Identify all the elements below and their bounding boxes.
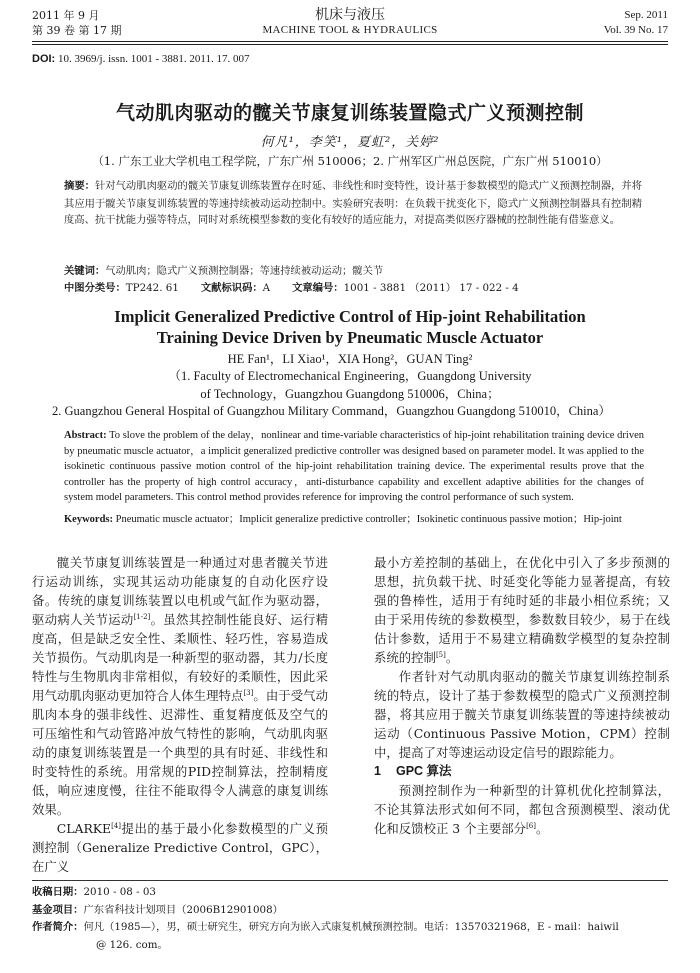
authors-en: HE Fan¹，LI Xiao¹，XIA Hong²，GUAN Ting² [227, 352, 473, 366]
body-paragraph: 髋关节康复训练装置是一种通过对患者髋关节进行运动训练，实现其运动功能康复的自动化医疗设备。传统的康复训练装置以电机或气缸作为驱动器，驱动病人关节运动[1-2]。虽然其控制性能良好、运行精度高，但是缺乏安全性、柔顺性、轻巧性，容易造成关节损伤。气动肌肉是一种新型的驱动器，其力/长度特性与生物肌肉非常相似，有较好的柔顺性，因此采用气动肌肉驱动更加符合人体生理特点[3]。由于受气动肌肉本身的强非线性、迟滞性、重复精度低及空气的可压缩性和气动管路冲放气特性的影响，气动肌肉驱动的康复训练装置是一个典型的具有时延、非线性和时变特性的系统。用常规的PID控制算法，控制精度低，响应速度慢，往往不能取得令人满意的康复训练效果。 [32, 555, 329, 817]
affiliation-en-line3: 2. Guangzhou General Hospital of Guangzhou Military Command，Guangzhou Guangdong 510010，China） [52, 404, 611, 418]
issue-date-en: Sep. 2011 [624, 9, 668, 21]
journal-name-en: MACHINE TOOL & HYDRAULICS [262, 24, 438, 36]
paper-title-en-line2: Training Device Driven by Pneumatic Muscle Actuator [156, 328, 544, 347]
keywords-cn-text: 气动肌肉；隐式广义预测控制器；等速持续被动运动；髋关节 [105, 265, 384, 277]
body-right-column [374, 553, 670, 838]
header-left [32, 8, 121, 38]
affiliation-cn: （1. 广东工业大学机电工程学院，广东广州 510006；2. 广州军区广州总医院，广东广州 510010） [92, 154, 608, 168]
abstract-cn-text: 针对气动肌肉驱动的髋关节康复训练装置存在时延、非线性和时变特性，设计基于参数模型的隐式广义预测控制器，并将其应用于髋关节康复训练装置的等速持续被动运动控制中。实验研究表明：在负载干扰变化下，隐式广义预测控制器具有控制精度高、抗干扰能力强等特点，同时对系统模型参数的变化有较好的适应能力，对提高类似医疗器械的控制性能有借鉴意义。 [64, 180, 643, 227]
abstract-en-label: Abstract: [64, 430, 107, 441]
footnote [32, 884, 668, 953]
clc-value: TP242. 61 [125, 282, 179, 294]
body-paragraph: CLARKE[4]提出的基于最小化参数模型的广义预测控制（Generalize Predictive Control，GPC），在广义 [32, 821, 328, 874]
body-left-column [32, 553, 328, 876]
citation: [6] [526, 821, 536, 830]
body-paragraph: 最小方差控制的基础上，在优化中引入了多步预测的思想，抗负载干扰、时延变化等能力显著提高，有较强的鲁棒性，适用于有纯时延的非最小相位系统；又由于采用传统的参数模型，参数数目较少，易于在线估计参数，适用于不易建立精确数学模型的复杂控制系统的控制[5]。 [374, 555, 670, 665]
header-right [604, 8, 668, 38]
affiliation-en-line1: （1. Faculty of Electromechanical Engineering，Guangdong University [168, 369, 532, 383]
author-bio: 作者简介：何凡（1985—），男，硕士研究生，研究方向为嵌入式康复机械预测控制。电话：13570321968，E - mail：haiwil [32, 921, 619, 933]
issue-date: 2011 年 9 月 [32, 9, 100, 22]
body-paragraph: 预测控制作为一种新型的计算机优化控制算法，不论其算法形式如何不同，都包含预测模型、滚动优化和反馈校正 3 个主要部分[6]。 [374, 783, 670, 836]
issue-volume: 第 39 卷 第 17 期 [32, 24, 122, 37]
abstract-en [64, 428, 644, 506]
affiliation-en [32, 368, 668, 421]
citation: [1-2] [133, 612, 151, 621]
abstract-cn-label: 摘要： [64, 181, 95, 192]
body-paragraph: 作者针对气动肌肉驱动的髋关节康复训练控制系统的特点，设计了基于参数模型的隐式广义预测控制器，将其应用于髋关节康复训练装置的等速持续被动运动（Continuous Passive Motion，CPM）控制中，提高了对等速运动设定信号的跟踪能力。 [374, 669, 670, 760]
section-title: GPC 算法 [396, 764, 452, 778]
doi-value: 10. 3969/j. issn. 1001 - 3881. 2011. 17. 007 [55, 53, 250, 65]
articleno-label: 文章编号： [292, 283, 344, 294]
header-rule-thin [32, 44, 668, 45]
journal-name-cn: 机床与液压 [315, 7, 385, 23]
paper-title-en-line1: Implicit Generalized Predictive Control of Hip-joint Rehabilitation [114, 307, 586, 326]
section-heading [374, 762, 670, 781]
classification-line [64, 280, 642, 297]
keywords-en-label: Keywords: [64, 514, 113, 525]
keywords-cn [64, 263, 642, 281]
affiliation-en-line2: of Technology，Guangzhou Guangdong 510006，China； [200, 386, 500, 401]
issue-volume-en: Vol. 39 No. 17 [603, 24, 668, 36]
doccode-value: A [262, 282, 271, 294]
articleno-value: 1001 - 3881 （2011） 17 - 022 - 4 [343, 282, 519, 294]
fund-project: 基金项目：广东省科技计划项目（2006B12901008） [32, 903, 283, 916]
clc-label: 中图分类号： [64, 283, 126, 294]
section-number: 1 [374, 764, 381, 778]
received-date: 收稿日期：2010 - 08 - 03 [32, 886, 156, 898]
doi-label: DOI: [32, 53, 56, 65]
header-rule [32, 41, 668, 42]
keywords-en [64, 512, 644, 528]
abstract-cn [64, 178, 642, 229]
doi-line [32, 53, 249, 65]
keywords-en-text: Pneumatic muscle actuator；Implicit generalize predictive controller；Isokinetic continuous passive motion；Hip-joint [113, 514, 622, 525]
citation: [4] [111, 821, 122, 830]
paper-title-cn: 气动肌肉驱动的髋关节康复训练装置隐式广义预测控制 [115, 102, 584, 124]
doccode-label: 文献标识码： [200, 283, 263, 294]
keywords-cn-label: 关键词： [64, 266, 106, 277]
citation: [3] [243, 688, 254, 697]
paper-title-en [32, 306, 668, 348]
authors-cn: 何凡¹，李笑¹，夏虹²，关婷² [260, 135, 440, 150]
citation: [5] [435, 650, 446, 659]
footnote-rule [32, 880, 668, 881]
author-bio-continued: @ 126. com。 [96, 938, 168, 951]
abstract-en-text: To slove the problem of the delay，nonlinear and time-variable characteristics of hip-joint rehabilitation training device driven by pneumatic muscle actuator，a implicit generalized predictive controller was designed based on parameter model. It was applied to the isokinetic continuous passive motion control of the hip-joint rehabilitation training device. The experimental results prove that the controller has the property of high control accuracy，anti-disturbance capability and excellent adaptive abilities for the changes of system model parameters. This control method provides reference for improving the control performance of such system. [64, 430, 644, 504]
journal-name [230, 8, 470, 38]
